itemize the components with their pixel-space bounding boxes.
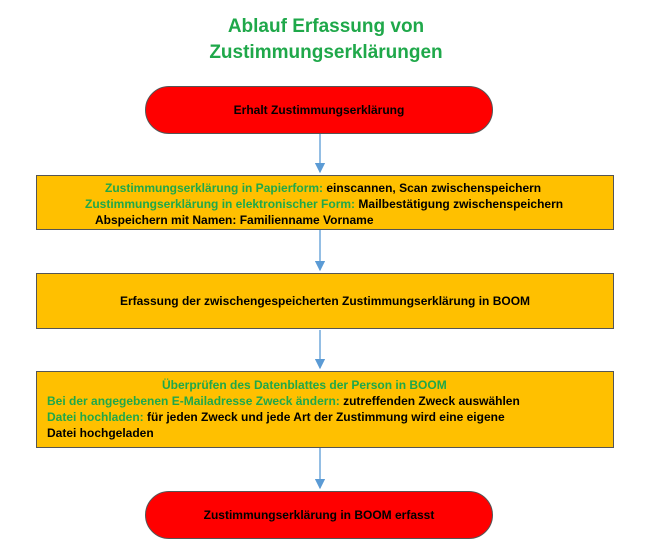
start-label: Erhalt Zustimmungserklärung: [233, 103, 405, 117]
step1-line-1: Zustimmungserklärung in Papierform: einscannen, Scan zwischenspeichern: [105, 181, 542, 195]
step2-label: Erfassung der zwischengespeicherten Zustimmungserklärung in BOOM: [119, 294, 531, 308]
step3-line-3: Datei hochladen: für jeden Zweck und jede Art der Zustimmung wird eine eigene: [47, 410, 505, 424]
step3-line-4: Datei hochgeladen: [47, 426, 154, 440]
step-record-in-boom: [36, 273, 614, 329]
step-scan-store: [36, 175, 614, 230]
step1-line-2: Zustimmungserklärung in elektronischer Form: Mailbestätigung zwischenspeichern: [85, 197, 564, 211]
title-line-2: Zustimmungserklärungen: [209, 42, 443, 63]
step-check-datasheet: [36, 371, 614, 448]
step1-line-3: Abspeichern mit Namen: Familienname Vorname: [95, 213, 374, 227]
step3-line-1: Überprüfen des Datenblattes der Person in BOOM: [162, 378, 447, 392]
title-line-1: Ablauf Erfassung von: [227, 16, 425, 37]
start-terminator: [145, 86, 493, 134]
end-label: Zustimmungserklärung in BOOM erfasst: [203, 508, 435, 522]
end-terminator: [145, 491, 493, 539]
step3-line-2: Bei der angegebenen E-Mailadresse Zweck ändern: zutreffenden Zweck auswählen: [47, 394, 520, 408]
